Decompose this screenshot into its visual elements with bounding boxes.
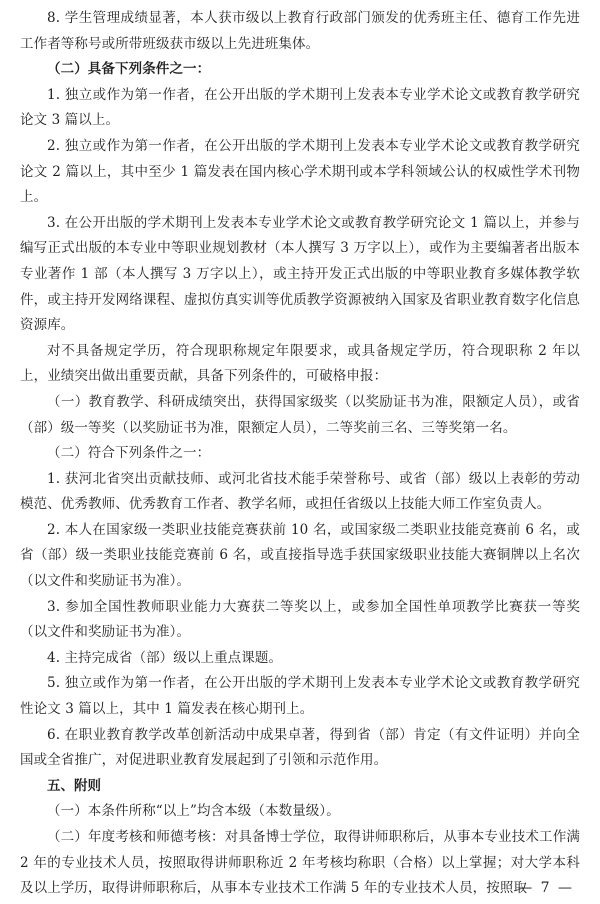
exception-sub-item-4: 4. 主持完成省（部）级以上重点课题。 [47,649,283,666]
exception-item-1: （一）教育教学、科研成绩突出，获得国家级奖（以奖励证书为准，限额定人员），或省（部）级一等奖（以奖励证书为准，限额定人员），二等奖前三名、三等奖第一名。 [20,393,580,436]
exception-sub-item-1: 1. 获河北省突出贡献技师、或河北省技术能手荣誉称号、或省（部）级以上表彰的劳动模范、优秀教师、优秀教育工作者、教学名师，或担任省级以上技能大师工作室负责人。 [20,470,580,513]
exception-item-2-heading: （二）符合下列条件之一： [47,445,211,462]
appendix-item-2: （二）年度考核和师德考核：对具备博士学位，取得讲师职称后，从事本专业技术工作满 2 年的专业技术人员，按照取得讲师职称近 2 年考核均称职（合格）以上掌握；对大学本科及以上学历，取得讲师职称后，从事本专业技术工作满 5 年的专业技术人员，按照取 [20,829,580,897]
condition-item-3: 3. 在公开出版的学术期刊上发表本专业学术论文或教育教学研究论文 1 篇以上，并参与编写正式出版的本专业中等职业规划教材（本人撰写 3 万字以上），或作为主要编著者出版本专业著作 1 部（本人撰写 3 万字以上），或主持开发正式出版的中等职业教育多媒体教学软件，或主持开发网络课程、虚拟仿真实训等优质教学资源被纳入国家及省职业教育数字化信息资源库。 [20,214,580,334]
paragraph-item-8: 8. 学生管理成绩显著，本人获市级以上教育行政部门颁发的优秀班主任、德育工作先进工作者等称号或所带班级获市级以上先进班集体。 [20,10,580,52]
exception-sub-item-6: 6. 在职业教育教学改革创新活动中成果卓著，得到省（部）肯定（有文件证明）并向全国或全省推广，对促进职业教育发展起到了引领和示范作用。 [20,726,580,769]
exception-sub-item-2: 2. 本人在国家级一类职业技能竞赛获前 10 名，或国家级二类职业技能竞赛前 6 名，或省（部）级一类职业技能竞赛前 6 名，或直接指导选手获国家级职业技能大赛铜牌以上名次（以文件和奖励证书为准）。 [20,521,580,590]
section-heading-appendix: 五、附则 [47,777,101,794]
document-body [20,6,580,902]
section-heading-conditions: （二）具备下列条件之一： [47,61,211,78]
exception-sub-item-3: 3. 参加全国性教师职业能力大赛获二等奖以上，或参加全国性单项教学比赛获一等奖（以文件和奖励证书为准）。 [20,598,580,641]
exception-sub-item-5: 5. 独立或作为第一作者，在公开出版的学术期刊上发表本专业学术论文或教育教学研究性论文 3 篇以上，其中 1 篇发表在核心期刊上。 [20,675,580,718]
condition-item-1: 1. 独立或作为第一作者，在公开出版的学术期刊上发表本专业学术论文或教育教学研究论文 3 篇以上。 [20,86,580,129]
page-number: — 7 — [518,880,574,896]
appendix-item-1: （一）本条件所称“以上”均含本级（本数量级）。 [47,803,340,820]
condition-item-2: 2. 独立或作为第一作者，在公开出版的学术期刊上发表本专业学术论文或教育教学研究论文 2 篇以上，其中至少 1 篇发表在国内核心学术期刊或本学科领域公认的权威性学术刊物上。 [20,137,580,206]
exception-intro: 对不具备规定学历，符合现职称规定年限要求，或具备规定学历，符合现职称 2 年以上，业绩突出做出重要贡献，具备下列条件的，可破格申报： [20,342,580,385]
